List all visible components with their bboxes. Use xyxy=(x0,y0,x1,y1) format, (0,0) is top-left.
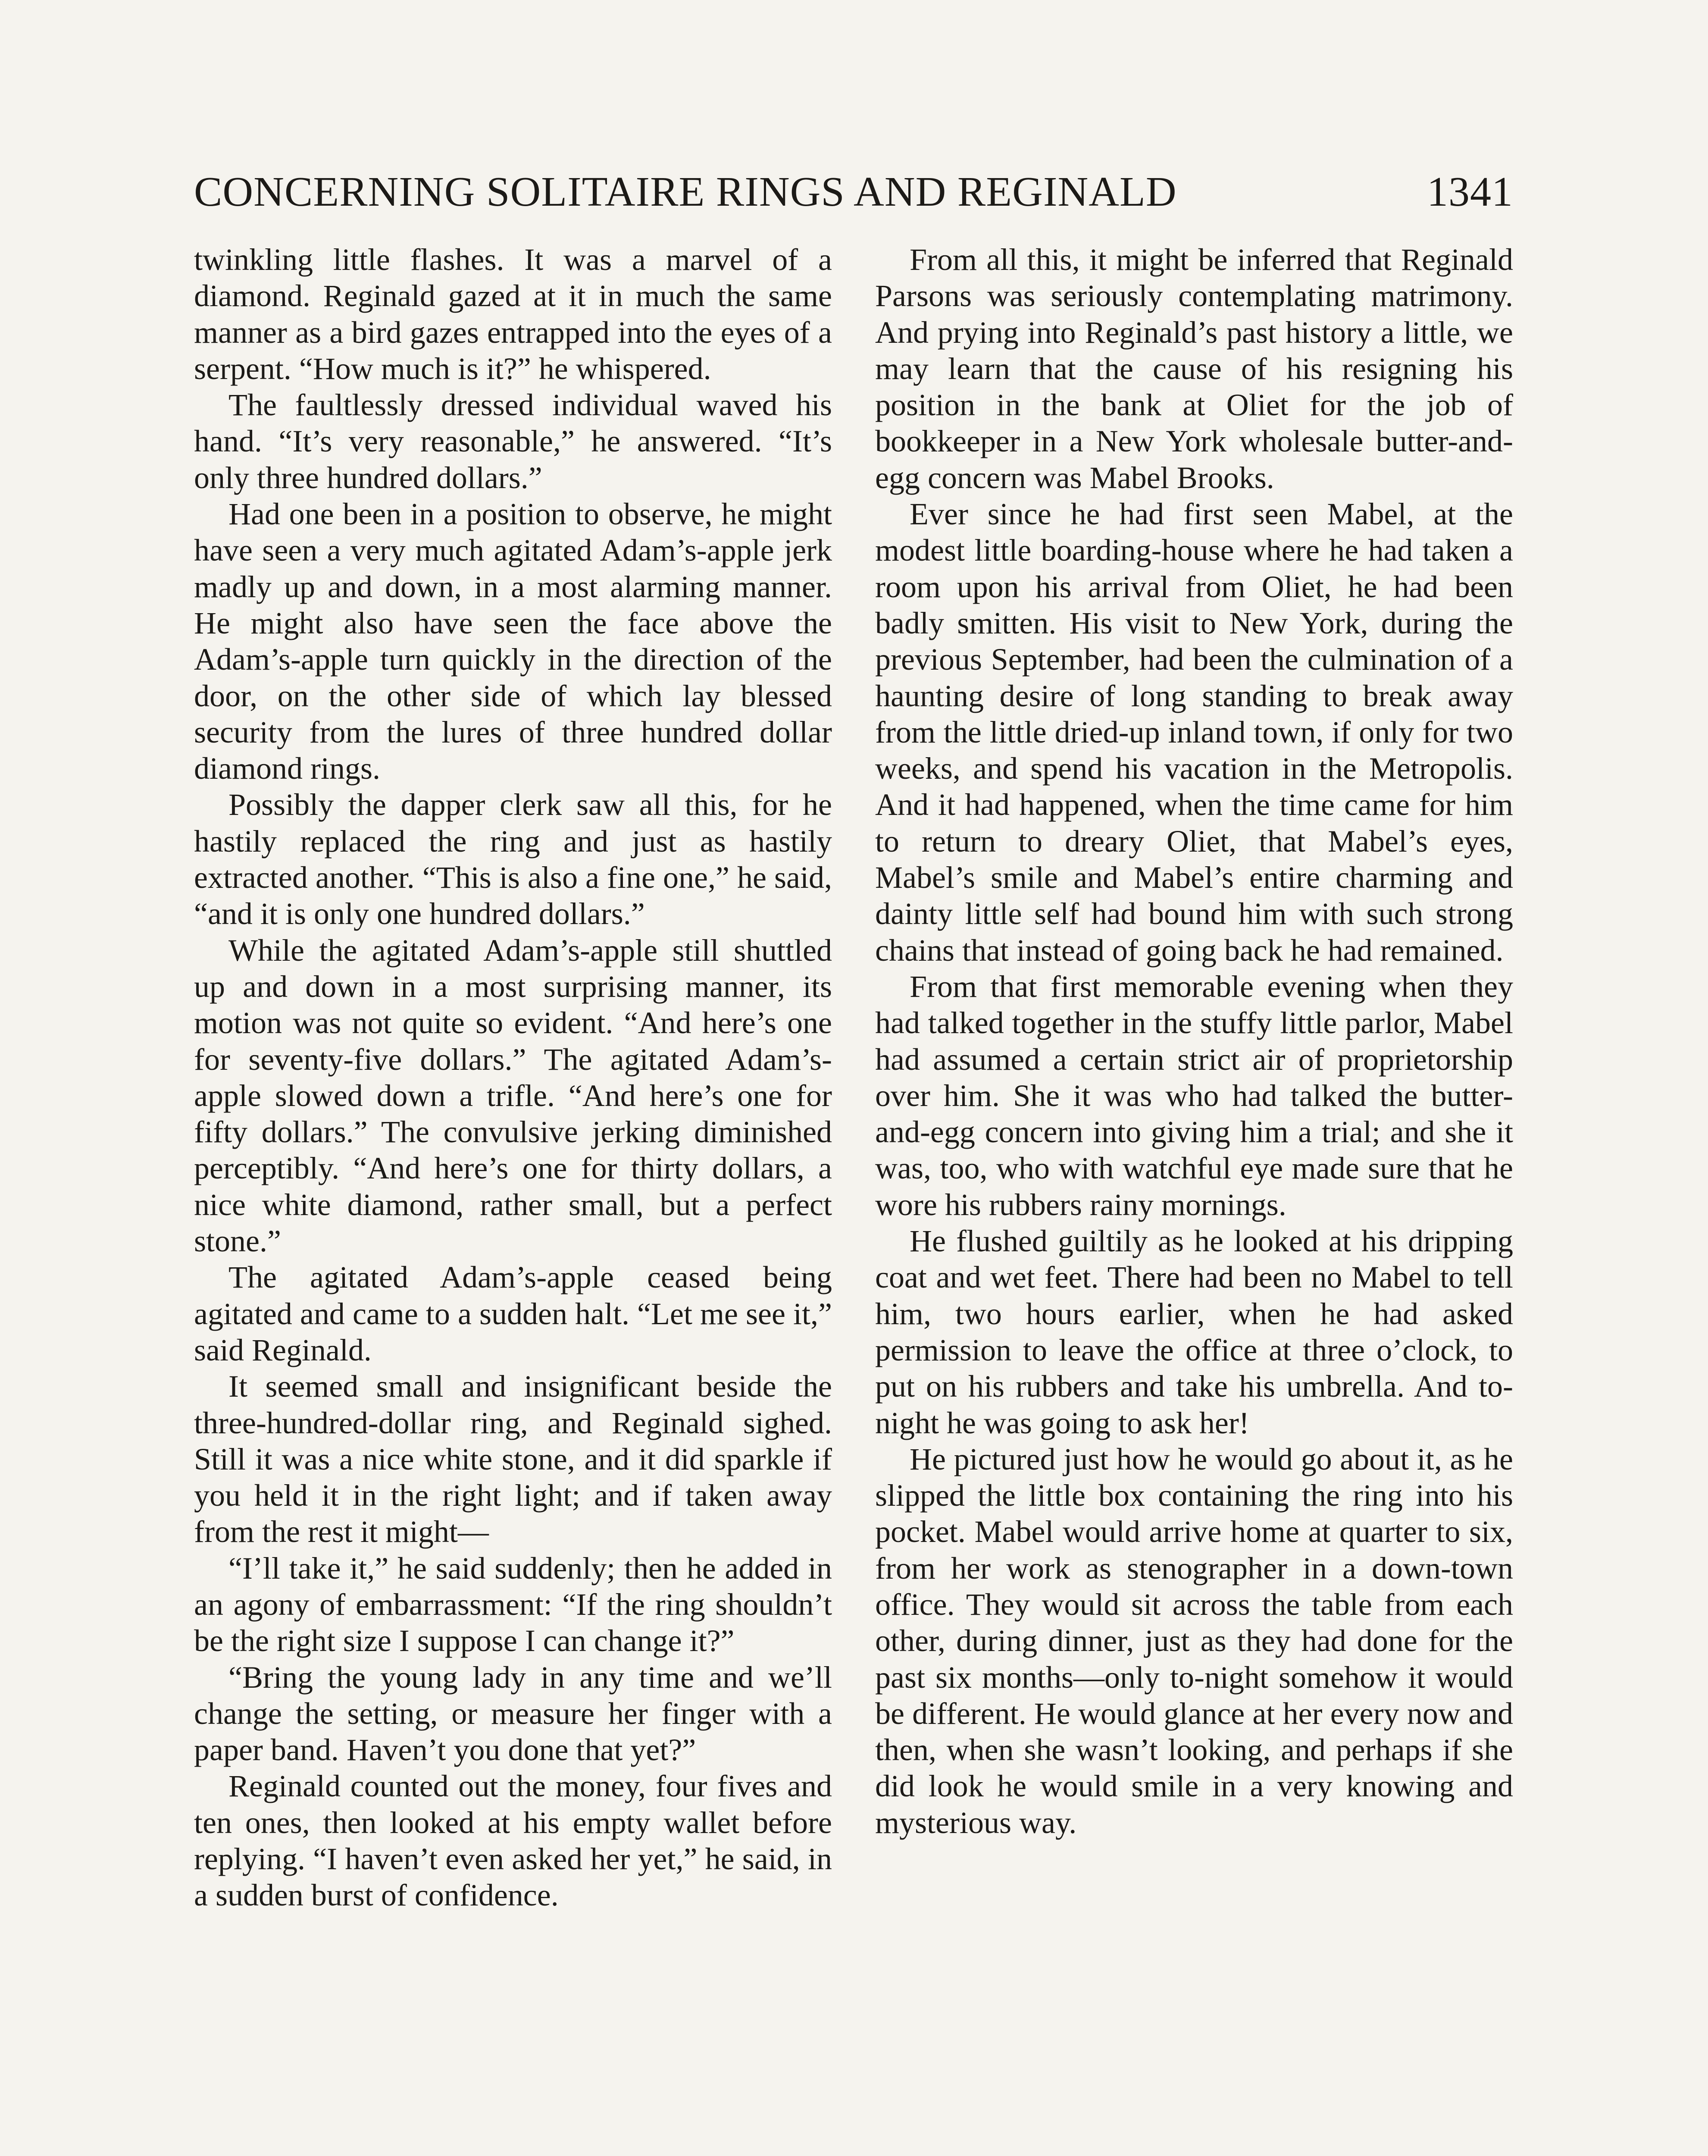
text-columns xyxy=(194,241,1513,2156)
paragraph: Reginald counted out the money, four fives and ten ones, then looked at his empty wallet before replying. “I haven’t even asked her yet,” he said, in a sudden burst of confidence. xyxy=(194,1769,832,1913)
paragraph: “Bring the young lady in any time and we’ll change the setting, or measure her finger with a paper band. Haven’t you done that yet?” xyxy=(194,1660,832,1767)
right-column xyxy=(875,241,1513,2156)
paragraph: The agitated Adam’s-apple ceased being agitated and came to a sudden halt. “Let me see it,” said Reginald. xyxy=(194,1260,832,1367)
running-header xyxy=(194,160,1513,224)
paragraph: He flushed guiltily as he looked at his dripping coat and wet feet. There had been no Mabel to tell him, two hours earlier, when he had asked permission to leave the office at three o’clock, to put on his rubbers and take his umbrella. And to-night he was going to ask her! xyxy=(875,1224,1513,1440)
paragraph: He pictured just how he would go about it, as he slipped the little box containing the ring into his pocket. Mabel would arrive home at quarter to six, from her work as stenographer in a down-town office. They would sit across the table from each other, during dinner, just as they had done for the past six months—only to-night somehow it would be different. He would glance at her every now and then, when she wasn’t looking, and perhaps if she did look he would smile in a very knowing and mysterious way. xyxy=(875,1442,1513,1840)
paragraph: Possibly the dapper clerk saw all this, for he hastily replaced the ring and just as hastily extracted another. “This is also a fine one,” he said, “and it is only one hundred dollars.” xyxy=(194,787,832,931)
paragraph: It seemed small and insignificant beside the three-hundred-dollar ring, and Reginald sighed. Still it was a nice white stone, and it did sparkle if you held it in the right light; and if taken away from the rest it might— xyxy=(194,1369,832,1549)
paragraph: twinkling little flashes. It was a marvel of a diamond. Reginald gazed at it in much the same manner as a bird gazes entrapped into the eyes of a serpent. “How much is it?” he whispered. xyxy=(194,242,832,386)
paragraph: While the agitated Adam’s-apple still shuttled up and down in a most surprising manner, its motion was not quite so evident. “And here’s one for seventy-five dollars.” The agitated Adam’s-apple slowed down a trifle. “And here’s one for fifty dollars.” The convulsive jerking diminished perceptibly. “And here’s one for thirty dollars, a nice white diamond, rather small, but a perfect stone.” xyxy=(194,933,832,1259)
running-title: CONCERNING SOLITAIRE RINGS AND REGINALD xyxy=(194,169,1177,215)
paragraph: The faultlessly dressed individual waved his hand. “It’s very reasonable,” he answered. “It’s only three hundred dollars.” xyxy=(194,388,832,495)
left-column xyxy=(194,241,832,2156)
paragraph: From all this, it might be inferred that Reginald Parsons was seriously contemplating matrimony. And prying into Reginald’s past history a little, we may learn that the cause of his resigning his position in the bank at Oliet for the job of bookkeeper in a New York wholesale butter-and-egg concern was Mabel Brooks. xyxy=(875,242,1513,495)
paragraph: “I’ll take it,” he said suddenly; then he added in an agony of embarrassment: “If the ring shouldn’t be the right size I suppose I can change it?” xyxy=(194,1551,832,1658)
page-number: 1341 xyxy=(1427,169,1513,215)
paragraph: Had one been in a position to observe, he might have seen a very much agitated Adam’s-apple jerk madly up and down, in a most alarming manner. He might also have seen the face above the Adam’s-apple turn quickly in the direction of the door, on the other side of which lay blessed security from the lures of three hundred dollar diamond rings. xyxy=(194,497,832,786)
paragraph: Ever since he had first seen Mabel, at the modest little boarding-house where he had taken a room upon his arrival from Oliet, he had been badly smitten. His visit to New York, during the previous September, had been the culmination of a haunting desire of long standing to break away from the little dried-up inland town, if only for two weeks, and spend his vacation in the Metropolis. And it had happened, when the time came for him to return to dreary Oliet, that Mabel’s eyes, Mabel’s smile and Mabel’s entire charming and dainty little self had bound him with such strong chains that instead of going back he had remained. xyxy=(875,497,1513,968)
paragraph: From that first memorable evening when they had talked together in the stuffy little parlor, Mabel had assumed a certain strict air of proprietorship over him. She it was who had talked the butter-and-egg concern into giving him a trial; and she it was, too, who with watchful eye made sure that he wore his rubbers rainy mornings. xyxy=(875,969,1513,1222)
